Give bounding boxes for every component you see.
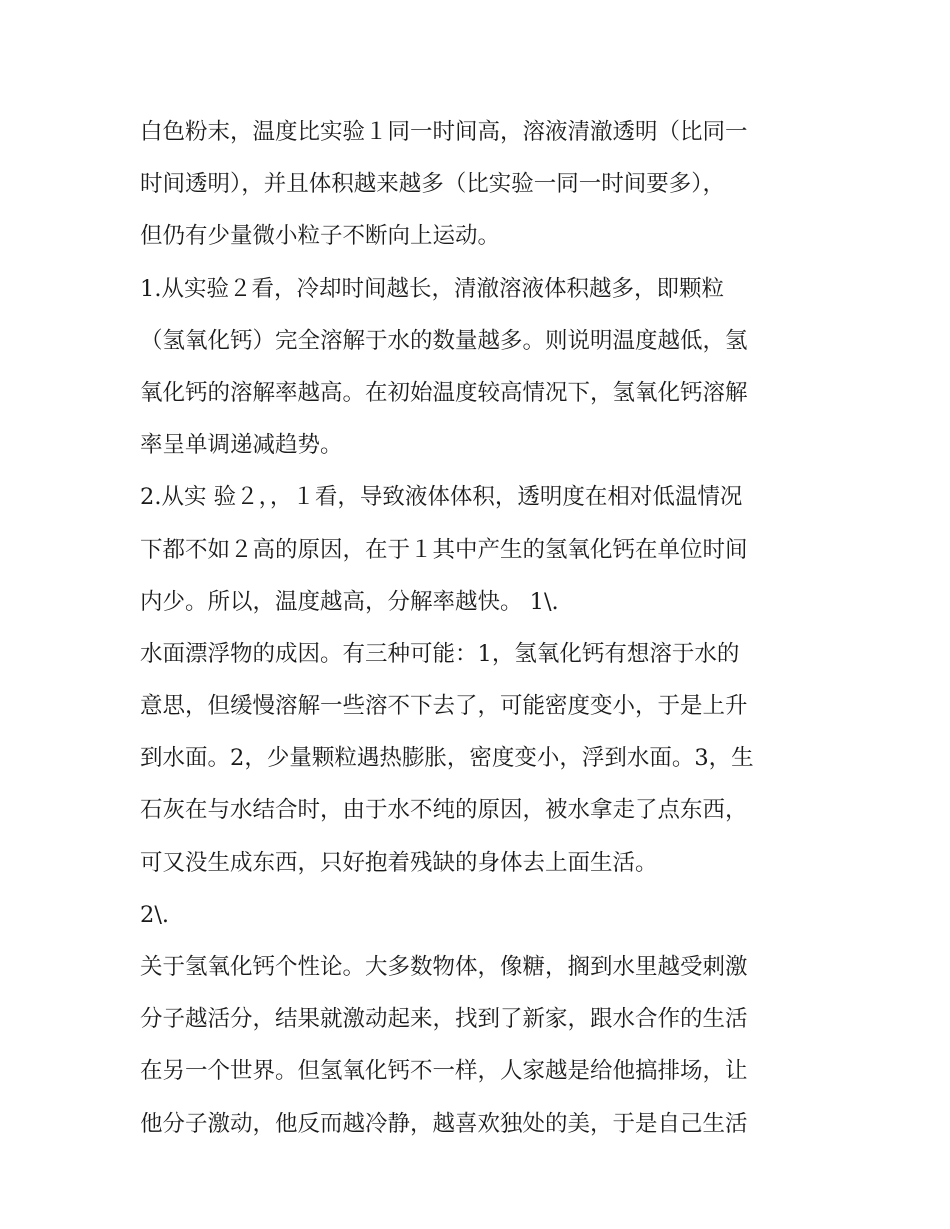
body-text [140, 106, 820, 1150]
text-line: 1.从实验２看，冷却时间越长，清澈溶液体积越多，即颗粒 [140, 275, 724, 302]
text-line: 白色粉末，温度比实验１同一时间高，溶液清澈透明（比同一 [140, 119, 748, 145]
text-line: （氢氧化钙）完全溶解于水的数量越多。则说明温度越低，氢 [140, 327, 748, 354]
text-line: 石灰在与水结合时，由于水不纯的原因，被水拿走了点东西， [140, 797, 748, 824]
text-line: 下都不如２高的原因，在于１其中产生的氢氧化钙在单位时间 [140, 536, 748, 563]
text-line: 他分子激动，他反而越冷静，越喜欢独处的美，于是自己生活 [140, 1110, 748, 1137]
text-line: 水面漂浮物的成因。有三种可能：1，氢氧化钙有想溶于水的 [140, 640, 740, 667]
text-line: 时间透明），并且体积越来越多（比实验一同一时间要多）， [140, 171, 726, 198]
text-line: 内少。所以，温度越高，分解率越快。 1\. [140, 588, 559, 615]
text-line: 氧化钙的溶解率越高。在初始温度较高情况下，氢氧化钙溶解 [140, 379, 748, 406]
text-line: 但仍有少量微小粒子不断向上运动。 [140, 223, 501, 250]
text-line: 率呈单调递减趋势。 [140, 432, 343, 459]
text-line: 到水面。2，少量颗粒遇热膨胀，密度变小，浮到水面。3，生 [140, 745, 754, 772]
text-line: 关于氢氧化钙个性论。大多数物体，像糖，搁到水里越受刺激 [140, 954, 748, 980]
text-line: 可又没生成东西，只好抱着残缺的身体去上面生活。 [140, 849, 658, 876]
text-line: 2.从实 验２，，１看，导致液体体积，透明度在相对低温情况 [140, 484, 743, 511]
text-line: 分子越活分，结果就激动起来，找到了新家，跟水合作的生活 [140, 1006, 748, 1033]
text-line: 2\. [140, 901, 170, 928]
text-line: 意思，但缓慢溶解一些溶不下去了，可能密度变小，于是上升 [140, 693, 748, 720]
text-line: 在另一个世界。但氢氧化钙不一样，人家越是给他搞排场，让 [140, 1058, 748, 1085]
